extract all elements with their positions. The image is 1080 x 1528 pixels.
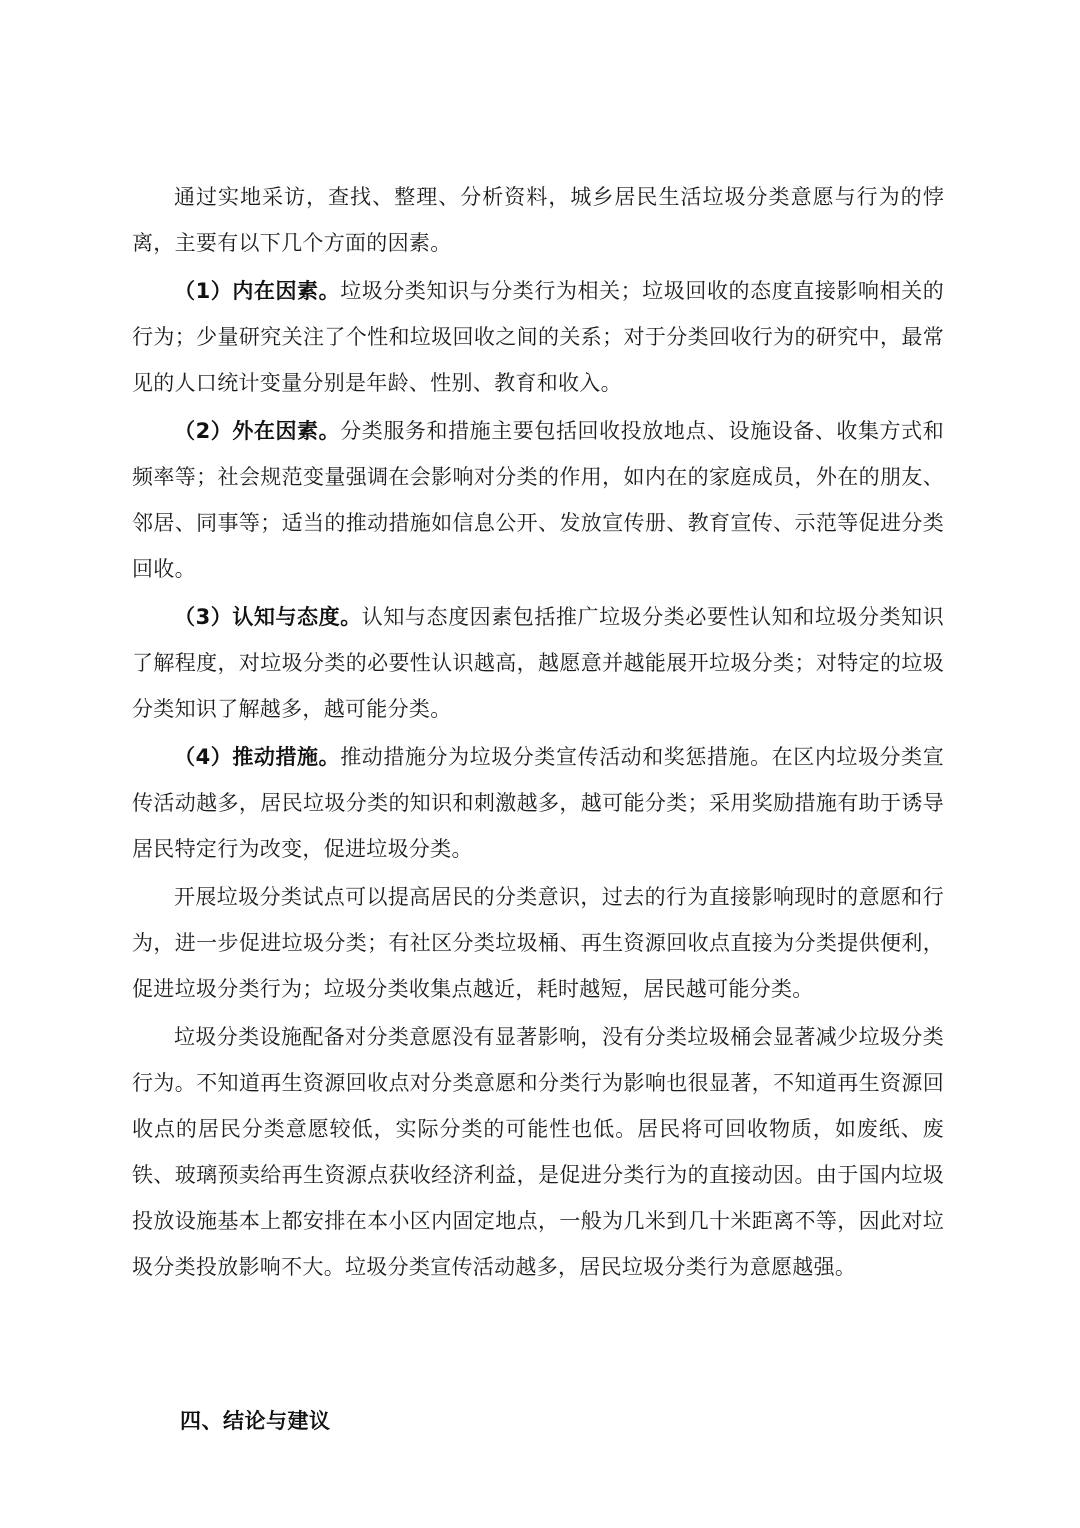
factor-heading-cognition: （3）认知与态度。: [174, 605, 362, 629]
paragraph-facilities: 垃圾分类设施配备对分类意愿没有显著影响，没有分类垃圾桶会显著减少垃圾分类行为。不知道再生资源回收点对分类意愿和分类行为影响也很显著，不知道再生资源回收点的居民分类意愿较低，实际分类的可能性也低。居民将可回收物质，如废纸、废铁、玻璃预卖给再生资源点获收经济利益，是促进分类行为的直接动因。由于国内垃圾投放设施基本上都安排在本小区内固定地点，一般为几米到几十米距离不等，因此对垃圾分类投放影响不大。垃圾分类宣传活动越多，居民垃圾分类行为意愿越强。: [132, 1025, 944, 1279]
paragraph-pilot: 开展垃圾分类试点可以提高居民的分类意识，过去的行为直接影响现时的意愿和行为，进一步促进垃圾分类；有社区分类垃圾桶、再生资源回收点直接为分类提供便利，促进垃圾分类行为；垃圾分类收集点越近，耗时越短，居民越可能分类。: [132, 885, 944, 1001]
factor-heading-internal: （1）内在因素。: [174, 279, 341, 303]
paragraph-factor-external: [132, 408, 944, 592]
document-body: [132, 174, 944, 1290]
factor-heading-measures: （4）推动措施。: [174, 745, 341, 769]
factor-text-cognition: 认知与态度因素包括推广垃圾分类必要性认知和垃圾分类知识了解程度，对垃圾分类的必要性认识越高，越愿意并越能展开垃圾分类；对特定的垃圾分类知识了解越多，越可能分类。: [132, 605, 944, 721]
factor-heading-external: （2）外在因素。: [174, 419, 341, 443]
factor-text-external: 分类服务和措施主要包括回收投放地点、设施设备、收集方式和频率等；社会规范变量强调在会影响对分类的作用，如内在的家庭成员，外在的朋友、邻居、同事等；适当的推动措施如信息公开、发放宣传册、教育宣传、示范等促进分类回收。: [132, 419, 944, 581]
paragraph-factor-measures: [132, 734, 944, 872]
factor-text-internal: 垃圾分类知识与分类行为相关；垃圾回收的态度直接影响相关的行为；少量研究关注了个性和垃圾回收之间的关系；对于分类回收行为的研究中，最常见的人口统计变量分别是年龄、性别、教育和收入。: [132, 279, 944, 395]
paragraph-intro: 通过实地采访，查找、整理、分析资料，城乡居民生活垃圾分类意愿与行为的悖离，主要有以下几个方面的因素。: [132, 185, 944, 255]
paragraph-factor-cognition: [132, 594, 944, 732]
paragraph-factor-internal: [132, 268, 944, 406]
factor-text-measures: 推动措施分为垃圾分类宣传活动和奖惩措施。在区内垃圾分类宣传活动越多，居民垃圾分类的知识和刺激越多，越可能分类；采用奖励措施有助于诱导居民特定行为改变，促进垃圾分类。: [132, 745, 944, 861]
section-title: 四、结论与建议: [180, 1409, 331, 1433]
